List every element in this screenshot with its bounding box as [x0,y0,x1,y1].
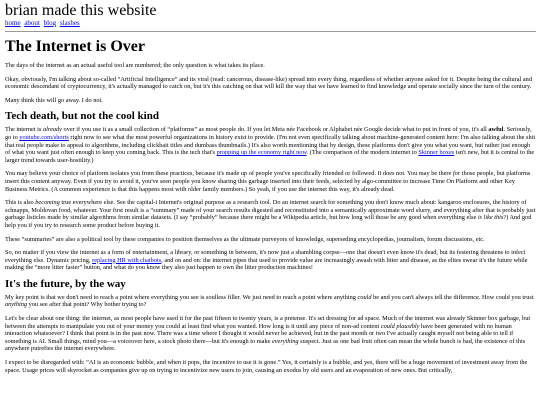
emphasis: everything [271,337,299,345]
emphasis: for [452,170,461,178]
intro-paragraph-1: The days of the internet as an actual useful tool are numbered; the only question is what takes its place. [5,62,265,69]
emphasis: could [357,293,372,301]
skinner-boxes-link[interactable]: Skinner boxes [418,149,455,157]
site-title: brian made this website [5,2,157,19]
youtube-shorts-link[interactable]: youtube.com/shorts [19,133,69,141]
intro-paragraph-2: Okay, obviously, I'm talking about so-called “Artificial Intelligence” and its viral (read: cancerous, disease-like) spread into every thing, regardless of whether anyone asked for it. Despite being the cultural and economic descendant of cryptocurrency, it's actually managed to catch on, but it's this catching on that will kill the way that we have learned to find knowledge and operate socially since the turn of the century. [5,75,532,91]
article-title: The Internet is Over [5,38,145,55]
nav-link-about[interactable]: about [24,19,40,27]
section-heading-tech-death: Tech death, but not the cool kind [5,110,159,123]
emphasis: becoming [35,199,60,207]
bold-text: awful [488,126,504,134]
nav-link-slashes[interactable]: slashes [59,19,80,27]
section1-paragraph-2: You may believe your choice of platform isolates you from these practices, because it's made up of people you've specifically friended or followed. It does not. You may be there for those people, but platforms insert this content anyway. Even if you try to avoid it, you've seen people you know sharing this garbage inserted into their feeds, selected by algo-committee to increase Time On Platform and other Key Business Metrics. (A common experience is that this happens most with older family members.) So yeah, if you use the internet this way, it's already dead. [5,170,531,193]
section1-paragraph-1: The internet is already over if you use it as a small collection of “platforms” as most people do. If you let Meta née Facebook or Alphabet née Google decide what to put in front of you, it's all awful. Seriously, go to youtube.com/shorts right now to see what the most powerful organizations in history exist to provide. (I'm not even specifically talking about machine-generated content here: I'm also talking about the shit that real people make to appeal to algorithms, including clickbait titles and dumbass thumbnails.) It's also worth mentioning that by design, these platforms don't give you what you want, but rather just enough of what you want just often enough to keep you coming back. This is the tech that's propping up the economy right now. (The comparison of the modern internet to Skinner boxes isn't new, but it is central to the larger trend towards user-hostility.) [5,126,536,164]
section1-paragraph-5: So, no matter if you view the internet as a form of entertainment, a library, or something in between, it's now just a shambling corpse—one that doesn't even know it's dead, but its festering threatens to infect everything else. Dynamic pricing, replacing HR with chatbots, and on and on: the internet pipes that used to provide value are increasingly awash with litter and disease, as the elites swear it's the future while making the “more litter faster” button, and what do you know they also just happen to own the litter production machines! [5,249,528,272]
header-divider [5,31,536,32]
section2-paragraph-2: Let's be clear about one thing: the internet, as most people have used it for the past fifteen to twenty years, is a pretense. It's set dressing for ad space. Much of the internet was already Skinner box garbage, but between the attempts to manipulate you out of your money you could at least find what you wanted. How long is it until any piece of non-ad content could plausibly have been generated with no human interaction whatsoever? I think that point is in the past now. There was a time where I thought it would never be achieved, but in the past month or two I've actually caught myself not being able to tell if something is AI. Small things, mind you—a voiceover here, a stock photo there—but it's enough to make everything suspect. Just as one bad fruit often can mean the whole bunch is bad, the existence of this anywhere putrefies the internet everywhere. [5,315,531,353]
nav-link-blog[interactable]: blog [43,19,57,27]
section1-paragraph-4: These “summaries” are also a political tool by these companies to position themselves as the ultimate purveyors of knowledge, superseding encyclopedias, journalism, forum discussions, etc. [5,235,485,243]
section2-paragraph-1: My key point is that we don't need to reach a point where everything you see is soulless filler. We just need to reach a point where anything could be and you can't always tell the difference. How could you trust anything you see after that point? Why bother trying to? [5,293,534,309]
intro-paragraph-3: Many think this will go away. I do not. [5,96,103,104]
section2-paragraph-3: I expect to be disregarded with: “AI is an economic bubble, and when it pops, the incentive to use it is gone.” Yes, it certainly is a bubble, and yes, there will be a huge movement of investment away from the space. Usage prices will skyrocket as companies give up on trying to incentivize new users to join, causing an exodus by old users and an evaporation of new ones. But critically, [5,359,528,374]
nav-link-home[interactable]: home [5,19,21,27]
propping-economy-link[interactable]: propping up the economy right now [216,149,307,157]
emphasis: already [42,126,62,134]
section1-paragraph-3: This is also becoming true everywhere else. See the capital-i Internet's original purpose as a research tool. Do an internet search for something you don't know much about: kangaroo enclosures, the history of schnapps, Moldovan food, whatever. Your first result is a “summary” made of your search results digested and reconstituted into a semantically approximate word slurry, and everything after that is probably just garbage listicles made by similar algorithms from similar datasets. (I say “probably” because there might be a Wikipedia article, but how long will those be any good when everything else is like this?) And god help you if you try to research some product before buying it. [5,199,536,229]
emphasis: anything [5,301,28,309]
emphasis: is like this [477,214,504,222]
hr-chatbots-link[interactable]: replacing HR with chatbots [92,256,162,264]
site-nav [5,19,536,27]
section-heading-future: It's the future, by the way [5,277,126,290]
emphasis: could plausibly [380,322,420,330]
